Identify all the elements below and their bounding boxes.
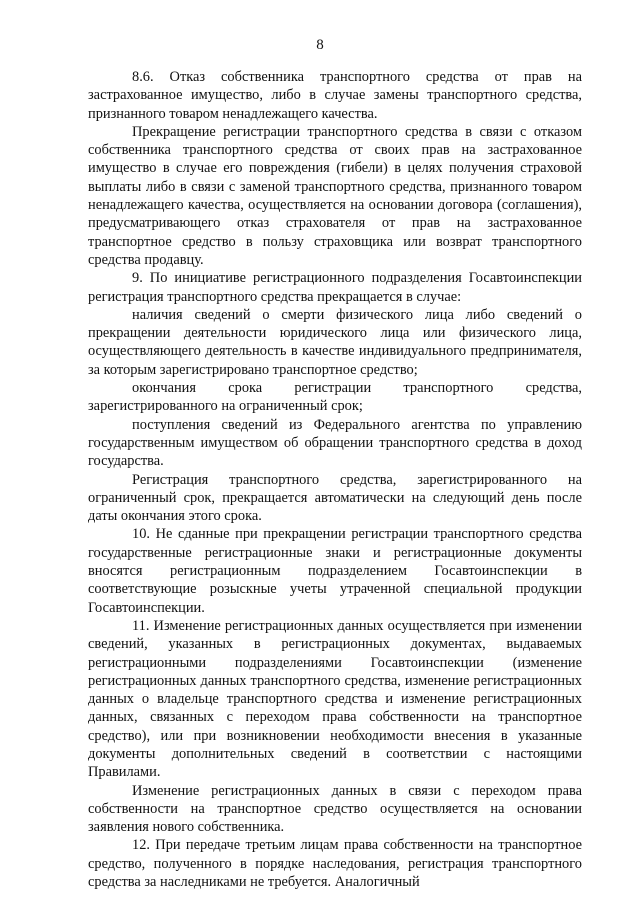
paragraph-8-6: 8.6. Отказ собственника транспортного средства от прав на застрахованное имущество, либо в случае замены транспортного средства, признанного товаром ненадлежащего качества. [88,69,582,122]
paragraph-10: 10. Не сданные при прекращении регистрации транспортного средства государственные регистрационные знаки и регистрационные документы вносятся регистрационным подразделением Госавтоинспекции в соответствующие розыскные учеты утраченной специальной продукции Госавтоинспекции. [88,526,582,616]
paragraph-ownership-change: Изменение регистрационных данных в связи с переходом права собственности на транспортное средство осуществляется на основании заявления нового собственника. [88,782,582,836]
paragraph-9: 9. По инициативе регистрационного подразделения Госавтоинспекции регистрация транспортного средства прекращается в случае: [88,270,582,305]
page-number: 8 [316,37,324,53]
paragraph-limited-term: Регистрация транспортного средства, зарегистрированного на ограниченный срок, прекращается автоматически на следующий день после даты окончания этого срока. [88,471,582,525]
paragraph-11: 11. Изменение регистрационных данных осуществляется при изменении сведений, указанных в регистрационных документах, выдаваемых регистрационными подразделениями Госавтоинспекции (изменение регистрационных данных транспортного средства, изменение регистрационных данных о владельце транспортного средства и изменение регистрационных данных, связанных с переходом права собственности на транспортное средство), или при возникновении необходимости внесения в указанные документы дополнительных сведений в соответствии с настоящими Правилами. [88,617,582,781]
paragraph-termination-refusal: Прекращение регистрации транспортного средства в связи с отказом собственника транспортного средства от своих прав на застрахованное имущество в случае его повреждения (гибели) в целях получения страховой выплаты либо в связи с заменой транспортного средства, признанного товаром ненадлежащего качества, осуществляется на основании договора (соглашения), предусматривающего отказ страхователя от прав на застрахованное транспортное средство в пользу страховщика или возврат транспортного средства продавцу. [88,123,582,268]
paragraph-9-item-death: наличия сведений о смерти физического лица либо сведений о прекращении деятельности юридического лица или физического лица, осуществляющего деятельность в качестве индивидуального предпринимателя, за которым зарегистрировано транспортное средство; [88,306,582,378]
paragraph-9-item-term-end: окончания срока регистрации транспортного средства, зарегистрированного на ограниченный срок; [88,380,582,415]
paragraph-12: 12. При передаче третьим лицам права собственности на транспортное средство, полученного в порядке наследования, регистрация транспортного средства за наследниками не требуется. Аналогичный [88,837,582,891]
document-body [88,68,582,891]
paragraph-9-item-federal-agency: поступления сведений из Федерального агентства по управлению государственным имуществом об обращении транспортного средства в доход государства. [88,416,582,470]
